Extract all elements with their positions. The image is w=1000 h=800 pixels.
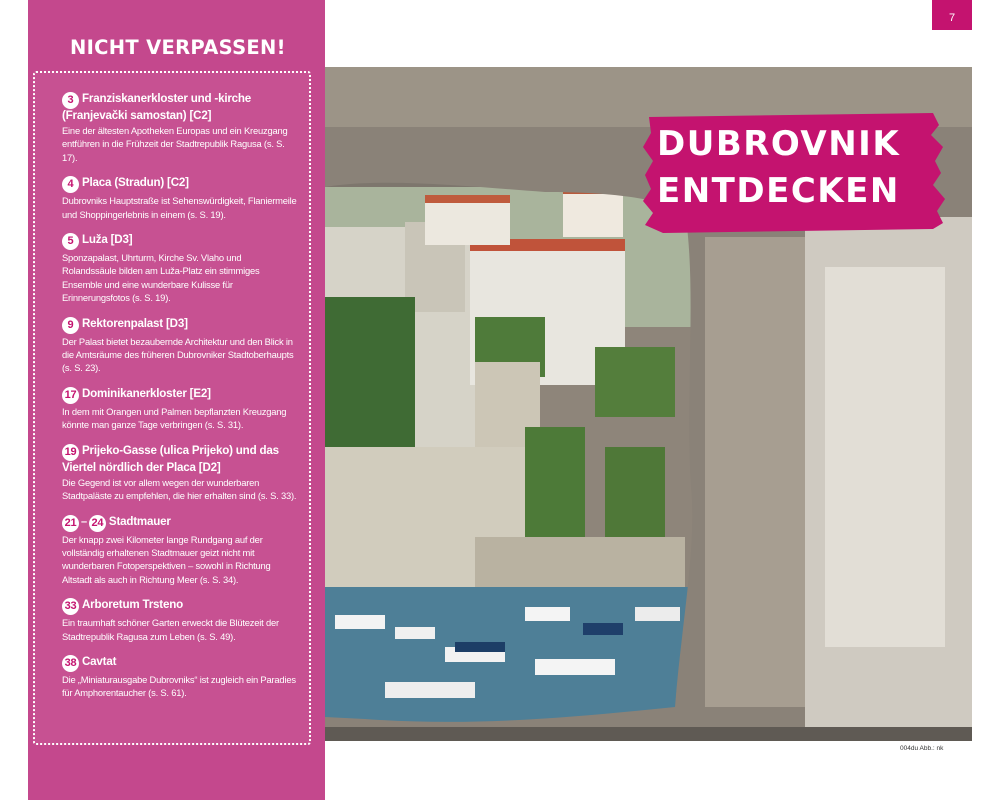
entry-heading [62, 598, 298, 615]
list-item [62, 655, 298, 700]
entry-heading [62, 515, 298, 532]
entry-title: Cavtat [82, 654, 117, 668]
number-badge: 17 [62, 387, 79, 404]
entry-heading [62, 92, 298, 123]
photo-credit: 004du Abb.: nk [900, 745, 944, 752]
range-dash: – [81, 515, 87, 528]
sidebar-title: NICHT VERPASSEN! [70, 36, 286, 59]
entry-title: Rektorenpalast [D3] [82, 316, 188, 330]
entry-text: Sponzapalast, Uhrturm, Kirche Sv. Vlaho und Rolandssäule bilden am Luža-Platz ein stimmiges Ensemble und eine wunderbare Kulisse für Erinnerungsfotos (s. S. 19). [62, 252, 260, 304]
entry-heading [62, 655, 298, 672]
list-item [62, 233, 298, 305]
page-number-tab [932, 0, 972, 30]
entry-heading [62, 387, 298, 404]
entry-title: Franziskanerkloster und -kirche (Franjevački samostan) [C2] [62, 92, 252, 122]
entry-text: Ein traumhaft schöner Garten erweckt die Blütezeit der Stadtrepublik Ragusa zum Leben (s. S. 49). [62, 617, 279, 642]
entry-title: Placa (Stradun) [C2] [82, 176, 189, 190]
entry-title: Stadtmauer [108, 514, 171, 528]
entry-text: Dubrovniks Hauptstraße ist Sehenswürdigkeit, Flaniermeile und Shoppingerlebnis in einem (s. S. 19). [62, 195, 297, 220]
number-badge: 38 [62, 655, 79, 672]
entry-title: Dominikanerkloster [E2] [82, 386, 211, 400]
number-badge: 4 [62, 176, 79, 193]
number-badge: 33 [62, 598, 79, 615]
page-number: 7 [948, 12, 956, 24]
number-badge: 9 [62, 317, 79, 334]
list-item [62, 387, 298, 432]
entry-text: Der Palast bietet bezaubernde Architektur und den Blick in die Amtsräume des früheren Dubrovniker Stadtoberhaupts (s. S. 23). [62, 335, 294, 374]
number-badge: 5 [62, 233, 79, 250]
entry-heading [62, 233, 298, 250]
list-item [62, 92, 298, 164]
entry-title: Prijeko-Gasse (ulica Prijeko) und das Viertel nördlich der Placa [D2] [62, 443, 279, 474]
list-item [62, 444, 298, 503]
entry-text: Die Gegend ist vor allem wegen der wunderbaren Stadtpaläste zu empfehlen, die hier erhalten sind (s. S. 33). [62, 476, 297, 502]
entry-text: Der knapp zwei Kilometer lange Rundgang auf der vollständig erhaltenen Stadtmauer geizt nicht mit wunderbaren Fotoperspektiven – sowohl in Richtung Altstadt als auch in Richtung Meer (s. S. 34). [62, 533, 271, 585]
entry-text: In dem mit Orangen und Palmen bepflanzten Kreuzgang könnte man ganze Tage verbringen (s. S. 31). [62, 405, 287, 431]
list-item [62, 176, 298, 221]
entry-heading [62, 444, 298, 475]
list-item [62, 598, 298, 643]
number-badge: 21 [62, 515, 79, 532]
list-item [62, 515, 298, 587]
entry-heading [62, 317, 298, 334]
entry-heading [62, 176, 298, 193]
number-badge: 3 [62, 92, 79, 109]
entry-title: Luža [D3] [82, 233, 133, 247]
highlights-list [62, 92, 298, 712]
entry-title: Arboretum Trsteno [82, 598, 183, 612]
number-badge-end: 24 [89, 515, 106, 532]
list-item [62, 317, 298, 375]
entry-text: Die „Miniaturausgabe Dubrovniks“ ist zugleich ein Paradies für Amphorentaucher (s. S. 61). [62, 673, 296, 699]
entry-text: Eine der ältesten Apotheken Europas und ein Kreuzgang entführen in die Frühzeit der Stadtrepublik Ragusa (s. S. 17). [62, 125, 288, 163]
number-badge: 19 [62, 444, 79, 461]
headline-line-2: ENTDECKEN [657, 171, 900, 211]
headline [643, 111, 943, 233]
headline-line-1: DUBROVNIK [657, 124, 901, 164]
